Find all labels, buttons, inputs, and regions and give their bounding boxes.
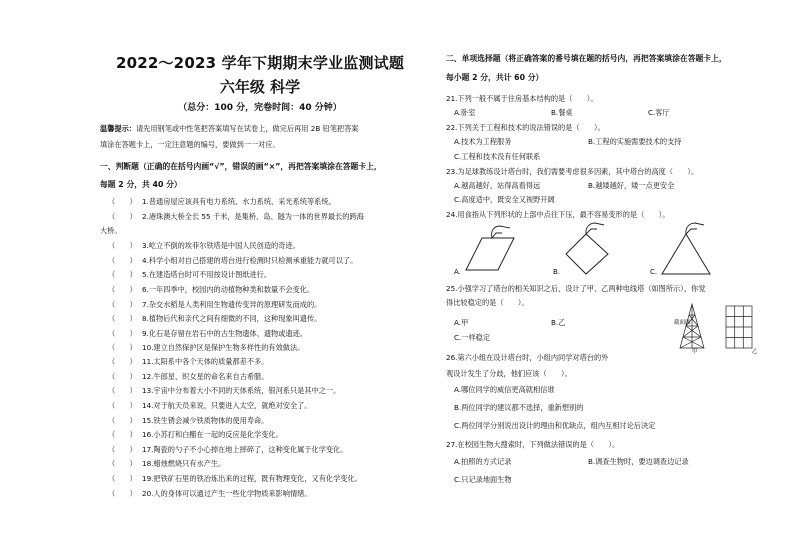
judgement-text: 15.铁生锈会减少铁质物体的使用寿命。 [142, 416, 269, 425]
answer-parentheses[interactable]: （ ） [108, 197, 137, 206]
judgement-item [108, 314, 321, 324]
judgement-text: 14.对于航天员来说，只要进入太空，就绝对安全了。 [142, 401, 312, 410]
section1-heading: 一、判断题（正确的在括号内画“√”，错误的画“×”，再把答案填涂在答题卡上， [100, 162, 382, 171]
q23-option-c: C.高度适中，既安全又视野开阔 [454, 195, 555, 204]
judgement-item [108, 357, 268, 367]
q24-label-c: C. [650, 268, 658, 276]
judgement-text: 16.小苏打和白醋在一起的反应是化学变化。 [142, 430, 283, 439]
q21: 21.下列一般不属于住房基本结构的是（ ）。 [446, 94, 598, 103]
judgement-item [108, 474, 362, 484]
judgement-item [108, 459, 225, 469]
q25-option-c: C.一样稳定 [454, 333, 491, 342]
judgement-text: 4.科学小组对自己搭建的塔台进行检测时只检测承重能力就可以了。 [142, 256, 358, 265]
judgement-item [108, 256, 357, 266]
exam-title: 2022～2023 学年下期期末学业监测试题 [115, 54, 405, 72]
answer-parentheses[interactable]: （ ） [108, 300, 137, 309]
answer-parentheses[interactable]: （ ） [108, 430, 137, 439]
answer-parentheses[interactable]: （ ） [108, 343, 137, 352]
judgement-text: 8.植物后代和亲代之间有细微的不同，这种现象叫遗传。 [142, 314, 322, 323]
q26-option-c: C.两位同学分别说出设计的理由和优缺点，组内互相讨论后决定 [454, 421, 656, 430]
tower-diagram [676, 302, 760, 354]
judgement-item [108, 430, 283, 440]
answer-parentheses[interactable]: （ ） [108, 256, 137, 265]
judgement-item [108, 270, 271, 280]
judgement-item-2-wrap: 大桥。 [100, 226, 122, 235]
parallelogram-shape [462, 224, 518, 274]
answer-parentheses[interactable]: （ ） [108, 212, 137, 221]
judgement-item [108, 386, 340, 396]
q21-option-b: B.餐桌 [551, 108, 573, 117]
fig-section-title: 截面图 [674, 320, 691, 326]
q25-option-b: B.乙 [551, 318, 566, 327]
q23-option-b: B.越矮越好，矮一点更安全 [588, 181, 675, 190]
fig-label-yi: 乙 [752, 349, 758, 355]
answer-parentheses[interactable]: （ ） [108, 386, 137, 395]
answer-parentheses[interactable]: （ ） [108, 329, 137, 338]
q25-line-1: 25.小强学习了塔台的相关知识之后，设计了甲、乙两种电线塔（如图所示），你觉 [446, 284, 706, 293]
q26-line-2: 观设计发生了分歧，他们应该（ ）。 [446, 369, 572, 378]
triangle-shape [658, 222, 714, 276]
judgement-text: 12.牛郎星、织女星的命名来自古希腊。 [142, 372, 269, 381]
answer-parentheses[interactable]: （ ） [108, 372, 137, 381]
exam-subtitle: 六年级 科学 [219, 78, 301, 96]
answer-parentheses[interactable]: （ ） [108, 270, 137, 279]
q27-option-c: C.只记录地面生物 [454, 475, 512, 484]
q21-option-a: A.卧室 [454, 108, 476, 117]
judgement-item [108, 445, 348, 455]
judgement-item [108, 401, 312, 411]
q22-option-a: A.技术为工程服务 [454, 137, 512, 146]
tips-line-2: 填涂在答题卡上，一定注意题的编号，要做到一一对应。 [100, 140, 280, 149]
answer-parentheses[interactable]: （ ） [108, 445, 137, 454]
judgement-item [108, 241, 300, 251]
answer-parentheses[interactable]: （ ） [108, 241, 137, 250]
judgement-item [108, 212, 364, 222]
q22-option-c: C.工程和技术没有任何联系 [454, 152, 541, 161]
q21-option-c: C.客厅 [648, 108, 670, 117]
answer-parentheses[interactable]: （ ） [108, 489, 137, 498]
q24-label-a: A. [454, 268, 461, 276]
judgement-item [108, 372, 268, 382]
answer-parentheses[interactable]: （ ） [108, 474, 137, 483]
section2-heading: 二、单项选择题（将正确答案的番号填在题的括号内，再把答案填涂在答题卡上， [446, 54, 727, 63]
judgement-item [108, 300, 321, 310]
judgement-text: 5.在建造塔台时可不用按设计图纸进行。 [142, 270, 272, 279]
judgement-text: 6.一年四季中，校园内的动植物种类和数量不会变化。 [142, 285, 315, 294]
q24: 24.用食指从下列形状的上部中点往下压，最不容易变形的是（ ）。 [446, 210, 670, 219]
judgement-text: 7.杂交水稻是人类利用生物遗传变异的原理研发而成的。 [142, 300, 322, 309]
judgement-item [108, 416, 268, 426]
fig-label-jia: 甲 [692, 349, 698, 355]
q23: 23.为足球教练设计塔台时，我们需要考虑很多因素，其中塔台的高度（ ）。 [446, 167, 699, 176]
q23-option-a: A.越高越好，站得高看得远 [454, 181, 541, 190]
exam-meta: （总分：100 分，完卷时间：40 分钟） [178, 103, 342, 113]
answer-parentheses[interactable]: （ ） [108, 285, 137, 294]
judgement-item [108, 285, 314, 295]
judgement-text: 19.把铁矿石里的铁冶炼出来的过程，既有物理变化，又有化学变化。 [142, 474, 362, 483]
section2-heading-cont: 每小题 2 分，共计 60 分） [446, 73, 544, 82]
section1-heading-cont: 每题 2 分，共 40 分） [100, 180, 182, 189]
judgement-text: 18.蜡烛燃烧只有水产生。 [142, 459, 226, 468]
judgement-text: 11.太阳系中各个天体的质量都差不多。 [142, 357, 269, 366]
tips-label: 温馨提示： [100, 124, 136, 133]
q26-option-b: B.两位同学的建议都不选择，重新想别的 [454, 403, 584, 412]
answer-parentheses[interactable]: （ ） [108, 314, 137, 323]
judgement-text: 17.陶瓷的勺子不小心掉在地上摔碎了，这种变化属于化学变化。 [142, 445, 348, 454]
judgement-text: 13.宇宙中分布着大小不同的天体系统，银河系只是其中之一。 [142, 386, 341, 395]
judgement-item [108, 343, 304, 353]
q26-line-1: 26.第六小组在设计塔台时，小组内同学对塔台的外 [446, 353, 609, 362]
q27-option-b: B.调查生物时，要边调查边记录 [588, 457, 689, 466]
q25-line-2: 得比较稳定的是（ ）。 [446, 298, 529, 307]
tips-line-1: 温馨提示：请先用钢笔或中性笔把答案填写在试卷上，做完后再用 2B 铅笔把答案 [100, 124, 359, 133]
q22: 22.下列关于工程和技术的说法错误的是（ ）。 [446, 123, 605, 132]
judgement-text: 1.普通房屋应该具有电力系统、水力系统、采光系统等系统。 [142, 197, 336, 206]
judgement-text: 9.化石是存留在岩石中的古生物遗体、遗物或遗迹。 [142, 329, 307, 338]
answer-parentheses[interactable]: （ ） [108, 459, 137, 468]
judgement-text: 3.屹立不倒的埃菲尔铁塔是中国人民创造的奇迹。 [142, 241, 300, 250]
answer-parentheses[interactable]: （ ） [108, 401, 137, 410]
q27-option-a: A.拍照的方式记录 [454, 457, 512, 466]
judgement-item [108, 197, 336, 207]
judgement-text: 10.建立自然保护区是保护生物多样性的有效做法。 [142, 343, 305, 352]
judgement-item [108, 329, 307, 339]
q24-label-b: B. [553, 268, 561, 276]
answer-parentheses[interactable]: （ ） [108, 416, 137, 425]
judgement-text: 2.港珠澳大桥全长 55 千米，是集桥、岛、隧为一体的世界最长的跨海 [142, 212, 364, 221]
q24-figures [446, 222, 768, 278]
q26-option-a: A.哪位同学的威信更高就相信谁 [454, 385, 555, 394]
diamond-shape [562, 222, 614, 276]
q27: 27.在校园生物大搜索时，下列做法错误的是（ ）。 [446, 440, 620, 449]
judgement-item [108, 489, 312, 499]
answer-parentheses[interactable]: （ ） [108, 357, 137, 366]
q22-option-b: B.工程的实施需要技术的支持 [588, 137, 682, 146]
q25-option-a: A.甲 [454, 318, 469, 327]
judgement-text: 20.人的身体可以通过产生一些化学物质来影响情绪。 [142, 489, 312, 498]
